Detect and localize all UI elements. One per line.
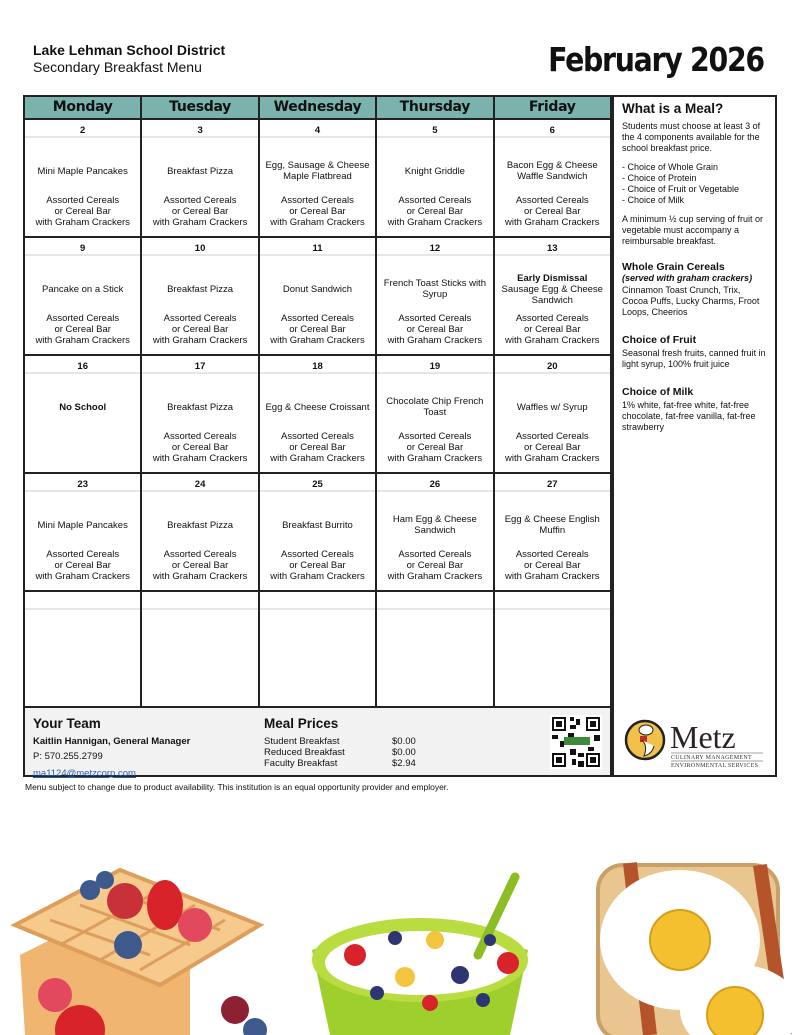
date-number: 25 [312,479,323,490]
date-divider [495,254,610,256]
waffles-illustration [0,845,280,1035]
entree-text: Mini Maple Pancakes [37,165,128,177]
menu-entree [379,507,490,543]
sides-line: with Graham Crackers [152,217,248,228]
menu-entree [262,507,373,543]
date-divider [260,608,375,610]
sides-line: with Graham Crackers [270,453,365,464]
price-label: Faculty Breakfast [264,758,338,769]
day-cell [25,120,142,236]
eggs-toast-illustration [590,845,800,1035]
fruit-heading: Choice of Fruit [622,334,697,346]
day-cell [142,474,259,590]
date-divider [495,372,610,374]
entree-text: Chocolate Chip French Toast [386,396,484,418]
weekday-tuesday: Tuesday [142,97,259,118]
date-number: 5 [432,125,438,136]
sides-line: with Graham Crackers [270,335,365,346]
sides-line: with Graham Crackers [35,335,130,346]
price-label: Student Breakfast [264,736,340,747]
entree-text: Breakfast Burrito [282,519,353,531]
menu-entree [27,271,138,307]
menu-entree [262,271,373,307]
menu-entree [144,271,255,307]
sides-line: or Cereal Bar [524,324,581,335]
date-number: 3 [197,125,203,136]
date-divider [25,490,140,492]
date-number: 9 [80,243,86,254]
sides-line: or Cereal Bar [171,560,229,571]
calendar-weeks [25,120,612,710]
day-cell [260,238,377,354]
sides-line: with Graham Crackers [35,571,130,582]
menu-entree [379,153,490,189]
sides-line: with Graham Crackers [387,571,483,582]
date-number: 17 [194,361,206,372]
date-number: 23 [77,479,88,490]
sides-line: or Cereal Bar [524,560,581,571]
cereal-bowl-illustration [300,845,540,1035]
sides-line: Assorted Cereals [163,195,237,206]
day-cell [142,356,259,472]
sides-line: Assorted Cereals [281,195,354,206]
sides-line: with Graham Crackers [505,335,600,346]
entree-text: Breakfast Pizza [167,283,234,295]
date-divider [25,136,140,138]
day-cell [25,474,142,590]
day-cell [142,238,259,354]
component-item: - Choice of Whole Grain [622,162,719,172]
sides-line: Assorted Cereals [515,313,589,324]
sides-line: with Graham Crackers [152,453,248,464]
menu-sides [25,195,140,228]
meal-intro: Students must choose at least 3 of the 4 components available for the school breakfast price. [622,121,761,153]
menu-entree [497,153,608,189]
date-number: 4 [314,125,321,136]
components-list [622,162,767,206]
cereals-heading: Whole Grain Cereals [622,261,725,273]
sides-line: Assorted Cereals [46,549,120,560]
entree-text: Egg & Cheese English Muffin [504,514,600,536]
date-number: 11 [312,243,323,254]
menu-entree [497,507,608,543]
menu-entree [27,625,138,661]
date-divider [377,608,492,610]
date-divider [495,490,610,492]
sides-line: with Graham Crackers [387,335,483,346]
logo-line2: ENVIRONMENTAL SERVICES [671,763,759,769]
menu-entree [144,389,255,425]
price-row [264,747,416,758]
price-label: Reduced Breakfast [264,747,345,758]
sides-line: Assorted Cereals [398,313,472,324]
entree-text: Donut Sandwich [282,283,353,295]
day-cell [260,120,377,236]
date-divider [377,254,492,256]
sides-line: or Cereal Bar [289,560,346,571]
sides-line: or Cereal Bar [406,560,464,571]
entree-text: Knight Griddle [404,165,465,177]
component-item: - Choice of Fruit or Vegetable [622,184,740,194]
day-cell [260,356,377,472]
sides-line: or Cereal Bar [289,206,346,217]
menu-sides [142,431,257,464]
sides-line: with Graham Crackers [505,453,600,464]
sides-line: with Graham Crackers [387,453,483,464]
date-divider [25,608,140,610]
day-cell [142,120,259,236]
sides-line: or Cereal Bar [54,206,111,217]
entree-text: French Toast Sticks with Syrup [383,278,486,300]
entree-text: Egg, Sausage & Cheese Maple Flatbread [265,160,370,182]
logo-wordmark: Metz [670,719,736,755]
date-number: 18 [312,361,323,372]
date-number: 27 [546,479,558,490]
day-cell [495,238,612,354]
entree-text: Sausage Egg & Cheese Sandwich [501,283,603,306]
sides-line: with Graham Crackers [270,217,365,228]
entree-text: Ham Egg & Cheese Sandwich [392,514,477,536]
date-divider [260,136,375,138]
date-divider [142,490,257,492]
date-divider [495,608,610,610]
menu-entree [27,507,138,543]
day-cell [377,592,494,710]
day-cell [260,474,377,590]
fruit-list: Seasonal fresh fruits, canned fruit in light syrup, 100% fruit juice [622,348,766,369]
milk-heading: Choice of Milk [622,386,694,398]
entree-text: Breakfast Pizza [167,519,234,531]
menu-entree [379,625,490,661]
sides-line: or Cereal Bar [524,442,581,453]
menu-entree [27,389,138,425]
sides-line: or Cereal Bar [406,324,464,335]
sides-line: or Cereal Bar [406,442,464,453]
menu-calendar [23,95,612,712]
sides-line: Assorted Cereals [398,195,472,206]
meal-prices [264,716,416,769]
sides-line: Assorted Cereals [46,313,120,324]
sides-line: Assorted Cereals [163,549,237,560]
sides-line: with Graham Crackers [152,571,248,582]
date-number: 6 [549,125,555,136]
day-cell [377,474,494,590]
date-divider [142,372,257,374]
date-divider [25,254,140,256]
menu-sides [495,313,610,346]
day-cell [377,356,494,472]
milk-list: 1% white, fat-free white, fat-free chocolate, fat-free vanilla, fat-free strawberry [622,400,756,432]
sides-line: or Cereal Bar [171,324,229,335]
sides-line: with Graham Crackers [270,571,365,582]
day-note: Early Dismissal [517,272,588,284]
sides-line: Assorted Cereals [281,313,354,324]
menu-sides [377,549,492,582]
menu-sides [495,431,610,464]
menu-sides [377,195,492,228]
sides-line: Assorted Cereals [398,549,472,560]
sides-line: or Cereal Bar [54,560,111,571]
entree-text: Mini Maple Pancakes [37,519,128,531]
day-cell [25,356,142,472]
date-number: 12 [429,243,441,254]
menu-entree [497,625,608,661]
day-cell [25,238,142,354]
sides-line: with Graham Crackers [152,335,248,346]
sides-line: Assorted Cereals [515,431,589,442]
date-divider [260,372,375,374]
entree-text: Breakfast Pizza [167,165,234,177]
your-team [33,716,190,781]
menu-sides [25,549,140,582]
date-divider [142,254,257,256]
sides-line: or Cereal Bar [524,206,581,217]
weekday-wednesday: Wednesday [260,97,377,118]
day-cell [495,592,612,710]
sides-line: or Cereal Bar [406,206,464,217]
week-row [25,592,612,710]
phone-number: P: 570.255.2799 [33,751,103,762]
date-divider [142,608,257,610]
sides-line: Assorted Cereals [515,549,589,560]
week-row [25,356,612,474]
date-divider [142,136,257,138]
menu-sides [260,431,375,464]
weekday-friday: Friday [495,97,612,118]
day-cell [25,592,142,710]
date-number: 16 [77,361,88,372]
menu-sides [260,195,375,228]
sides-line: with Graham Crackers [505,217,600,228]
sides-line: Assorted Cereals [163,431,237,442]
header-district-block [33,42,225,76]
sides-line: Assorted Cereals [281,549,354,560]
prices-heading: Meal Prices [264,716,339,731]
day-cell [377,238,494,354]
day-cell [495,474,612,590]
entree-text: Pancake on a Stick [42,283,124,295]
sides-line: with Graham Crackers [35,217,130,228]
weekday-thursday: Thursday [377,97,494,118]
date-number: 24 [194,479,206,490]
date-divider [377,490,492,492]
price-value: $0.00 [392,747,416,758]
menu-sides [142,549,257,582]
weekday-monday: Monday [25,97,142,118]
week-row [25,474,612,592]
day-cell [260,592,377,710]
menu-sides [377,313,492,346]
what-is-a-meal-panel [612,95,777,777]
menu-sides [142,195,257,228]
sides-line: Assorted Cereals [46,195,120,206]
date-number: 2 [80,125,86,136]
cereals-note: (served with graham crackers) [622,273,753,283]
sides-line: Assorted Cereals [398,431,472,442]
sides-line: with Graham Crackers [505,571,600,582]
menu-entree [379,389,490,425]
menu-sides [377,431,492,464]
menu-entree [144,153,255,189]
date-divider [495,136,610,138]
price-value: $2.94 [392,758,416,769]
logo-line1: CULINARY MANAGEMENT [671,755,752,761]
menu-entree [144,507,255,543]
day-cell [142,592,259,710]
sides-line: Assorted Cereals [163,313,237,324]
entree-text: Bacon Egg & Cheese Waffle Sandwich [506,160,598,182]
month-title: February 2026 [548,40,764,79]
sides-line: Assorted Cereals [515,195,589,206]
menu-entree [262,389,373,425]
date-number: 20 [546,361,558,372]
price-row [264,758,416,769]
day-cell [495,120,612,236]
disclaimer: Menu subject to change due to product availability. This institution is an equal opportunity provider and employer. [25,782,449,792]
date-divider [25,372,140,374]
component-item: - Choice of Milk [622,195,685,205]
qr-code-icon[interactable] [550,715,602,769]
footer-bar [23,706,612,777]
day-cell [495,356,612,472]
day-cell [377,120,494,236]
menu-entree [262,153,373,189]
metz-logo [612,706,777,777]
entree-text: No School [59,401,107,413]
week-row [25,238,612,356]
date-divider [377,136,492,138]
sides-line: Assorted Cereals [281,431,354,442]
date-number: 19 [429,361,441,372]
menu-sides [260,313,375,346]
entree-text: Waffles w/ Syrup [516,401,588,413]
cereals-list: Cinnamon Toast Crunch, Trix, Cocoa Puffs, Lucky Charms, Froot Loops, Cheerios [622,285,760,317]
sides-line: or Cereal Bar [289,324,346,335]
date-divider [377,372,492,374]
menu-sides [260,549,375,582]
date-divider [260,254,375,256]
sides-line: or Cereal Bar [289,442,346,453]
team-heading: Your Team [33,716,101,731]
sides-line: or Cereal Bar [171,206,229,217]
date-divider [260,490,375,492]
component-item: - Choice of Protein [622,173,697,183]
week-row [25,120,612,238]
date-number: 10 [194,243,206,254]
district-name: Lake Lehman School District [33,42,226,58]
menu-entree [379,271,490,307]
price-value: $0.00 [392,736,416,747]
weekday-header-row [25,97,612,120]
menu-entree [27,153,138,189]
manager-name: Kaitlin Hannigan, General Manager [33,736,191,747]
date-number: 26 [429,479,441,490]
sides-line: with Graham Crackers [387,217,483,228]
fruit-requirement: A minimum ½ cup serving of fruit or vegetable must accompany a reimbursable breakfast. [622,214,764,246]
menu-entree [497,389,608,425]
sides-line: or Cereal Bar [171,442,229,453]
menu-sides [495,195,610,228]
menu-subtitle: Secondary Breakfast Menu [33,59,202,75]
entree-text: Breakfast Pizza [167,401,234,413]
menu-sides [25,313,140,346]
date-number: 13 [546,243,558,254]
sides-line: or Cereal Bar [54,324,111,335]
email-link[interactable]: ma1124@metzcorp.com [33,768,136,779]
menu-entree [497,271,608,307]
menu-entree [144,625,255,661]
panel-title: What is a Meal? [622,101,724,116]
menu-entree [262,625,373,661]
price-row [264,736,416,747]
menu-sides [495,549,610,582]
entree-text: Egg & Cheese Croissant [265,401,370,413]
menu-sides [142,313,257,346]
